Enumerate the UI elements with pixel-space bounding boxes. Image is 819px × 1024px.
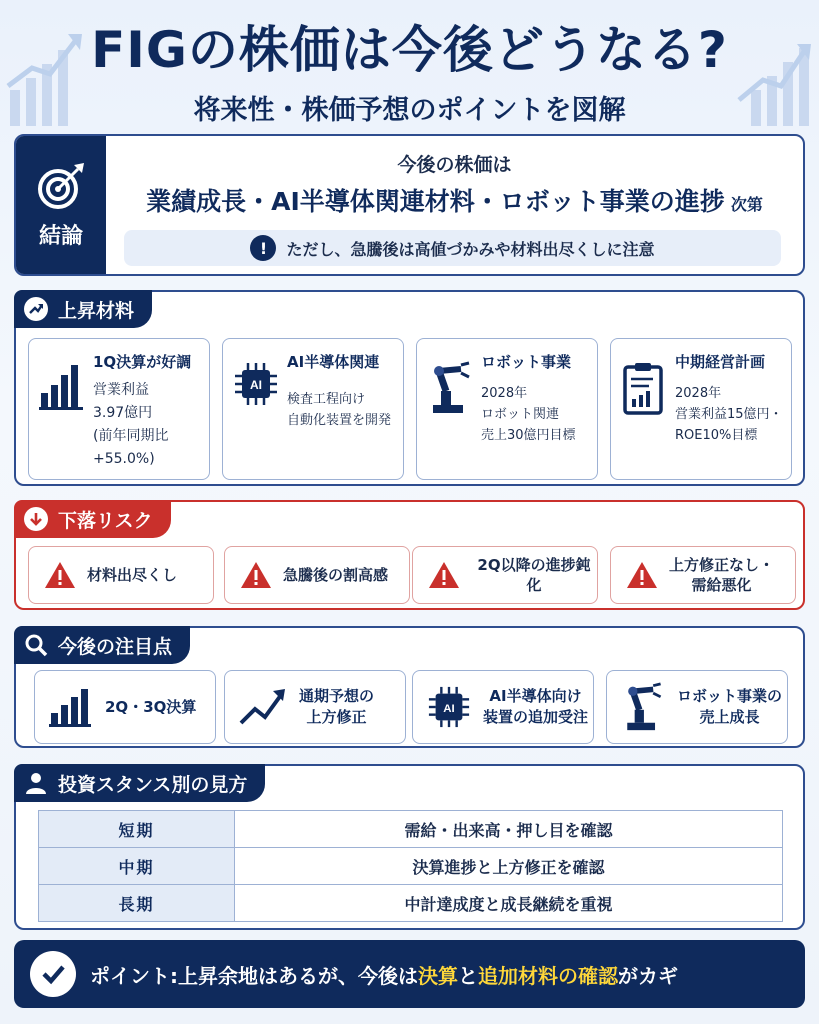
warning-icon bbox=[43, 560, 77, 590]
risk-item-text: 急騰後の割高感 bbox=[283, 566, 389, 584]
warning-icon bbox=[625, 560, 659, 590]
watch-points-header bbox=[14, 626, 190, 664]
rise-card-line: ROE10%目標 bbox=[675, 428, 758, 443]
trend-up-icon bbox=[24, 297, 48, 321]
conclusion-line1: 今後の株価は bbox=[397, 154, 512, 176]
page-title: FIGの株価は今後どうなる? bbox=[91, 21, 728, 79]
conclusion-label-block bbox=[16, 136, 106, 274]
watch-item-text: AI半導体向け 装置の追加受注 bbox=[483, 687, 589, 726]
stance-view: 決算進捗と上方修正を確認 bbox=[235, 848, 783, 885]
key-point-highlight: 追加材料の確認 bbox=[478, 963, 618, 988]
arrow-down-icon bbox=[24, 507, 48, 531]
watch-item bbox=[412, 670, 594, 744]
checkmark-icon bbox=[30, 951, 76, 997]
page-subtitle: 将来性・株価予想のポイントを図解 bbox=[193, 95, 626, 126]
rise-card-title: 1Q決算が好調 bbox=[93, 353, 192, 371]
conclusion-note-text: ただし、急騰後は高値づかみや材料出尽くしに注意 bbox=[286, 239, 655, 259]
rise-card-title: 中期経営計画 bbox=[675, 353, 766, 371]
table-row bbox=[39, 811, 783, 848]
svg-text:AI: AI bbox=[443, 702, 455, 715]
warning-icon bbox=[239, 560, 273, 590]
rise-card-line: (前年同期比 bbox=[93, 428, 169, 444]
person-icon bbox=[24, 771, 48, 795]
rise-card-body bbox=[93, 379, 168, 471]
key-point-highlight: 決算 bbox=[418, 963, 458, 988]
conclusion-suffix: 次第 bbox=[730, 195, 763, 214]
stance-table bbox=[38, 810, 783, 922]
risk-item bbox=[412, 546, 598, 604]
watch-item-text: 通期予想の 上方修正 bbox=[299, 687, 375, 726]
conclusion-line2 bbox=[106, 182, 803, 218]
downside-risk-panel bbox=[14, 500, 805, 610]
watch-item-text: 2Q・3Q決算 bbox=[105, 697, 197, 716]
rise-card-line: +55.0%) bbox=[93, 451, 155, 467]
watch-points-title: 今後の注目点 bbox=[58, 635, 173, 658]
ai-chip-icon bbox=[427, 685, 471, 729]
conclusion-panel bbox=[14, 134, 805, 276]
downside-risk-title: 下落リスク bbox=[58, 509, 153, 532]
watch-item bbox=[224, 670, 406, 744]
risk-item-text: 2Q以降の進捗鈍化 bbox=[477, 556, 591, 594]
rise-factors-title: 上昇材料 bbox=[58, 299, 135, 322]
exclamation-icon: ! bbox=[250, 235, 276, 261]
warning-icon bbox=[427, 560, 461, 590]
watch-item bbox=[34, 670, 216, 744]
rise-card-body bbox=[287, 389, 391, 431]
watch-points-panel bbox=[14, 626, 805, 748]
stance-term: 長期 bbox=[39, 885, 235, 922]
investment-stance-header bbox=[14, 764, 265, 802]
rise-card-line: 3.97億円 bbox=[93, 405, 153, 421]
table-row bbox=[39, 885, 783, 922]
bar-chart-icon bbox=[49, 687, 93, 727]
key-point-mid: と bbox=[458, 963, 478, 988]
risk-item-text: 上方修正なし・ 需給悪化 bbox=[669, 556, 775, 594]
rise-factors-header bbox=[14, 290, 152, 328]
stance-term: 短期 bbox=[39, 811, 235, 848]
rise-card-title: AI半導体関連 bbox=[287, 353, 380, 371]
rise-card-body bbox=[675, 383, 783, 446]
conclusion-label: 結論 bbox=[38, 223, 83, 249]
robot-arm-icon bbox=[427, 361, 473, 415]
investment-stance-title: 投資スタンス別の見方 bbox=[58, 773, 248, 796]
rise-card-line: 2028年 bbox=[481, 386, 528, 401]
rise-card-title: ロボット事業 bbox=[481, 353, 572, 371]
ai-chip-icon bbox=[233, 361, 279, 407]
stance-view: 中計達成度と成長継続を重視 bbox=[235, 885, 783, 922]
key-point-prefix: ポイント:上昇余地はあるが、今後は bbox=[90, 963, 418, 988]
robot-arm-icon bbox=[621, 682, 665, 732]
rise-card-robot bbox=[416, 338, 598, 480]
risk-item bbox=[610, 546, 796, 604]
key-point-banner bbox=[14, 940, 805, 1008]
rise-card-ai bbox=[222, 338, 404, 480]
search-icon bbox=[24, 633, 48, 657]
rise-card-line: 検査工程向け bbox=[287, 392, 366, 407]
rise-card-body bbox=[481, 383, 576, 446]
rise-factors-panel bbox=[14, 290, 805, 486]
conclusion-main: 業績成長・AI半導体関連材料・ロボット事業の進捗 bbox=[146, 187, 725, 216]
rise-card-line: 営業利益15億円・ bbox=[675, 407, 783, 422]
clipboard-chart-icon bbox=[621, 361, 667, 415]
conclusion-note bbox=[124, 230, 781, 266]
rise-card-earnings bbox=[28, 338, 210, 480]
watch-item-text: ロボット事業の 売上成長 bbox=[677, 687, 783, 726]
rise-card-line: 営業利益 bbox=[93, 382, 149, 398]
risk-item-text: 材料出尽くし bbox=[87, 566, 178, 584]
table-row bbox=[39, 848, 783, 885]
downside-risk-header bbox=[14, 500, 171, 538]
rise-card-midterm bbox=[610, 338, 792, 480]
rise-card-line: 自動化装置を開発 bbox=[287, 413, 392, 428]
stance-term: 中期 bbox=[39, 848, 235, 885]
trend-up-icon bbox=[239, 687, 287, 727]
rise-card-line: 2028年 bbox=[675, 386, 722, 401]
key-point-suffix: がカギ bbox=[618, 963, 678, 988]
risk-item bbox=[224, 546, 410, 604]
rise-card-line: ロボット関連 bbox=[481, 407, 560, 422]
stance-view: 需給・出来高・押し目を確認 bbox=[235, 811, 783, 848]
watch-item bbox=[606, 670, 788, 744]
rise-card-line: 売上30億円目標 bbox=[481, 428, 576, 443]
risk-item bbox=[28, 546, 214, 604]
investment-stance-panel bbox=[14, 764, 805, 930]
target-icon bbox=[36, 161, 86, 211]
bar-chart-icon bbox=[39, 361, 85, 411]
svg-text:AI: AI bbox=[250, 378, 262, 392]
key-point-text bbox=[90, 960, 678, 989]
